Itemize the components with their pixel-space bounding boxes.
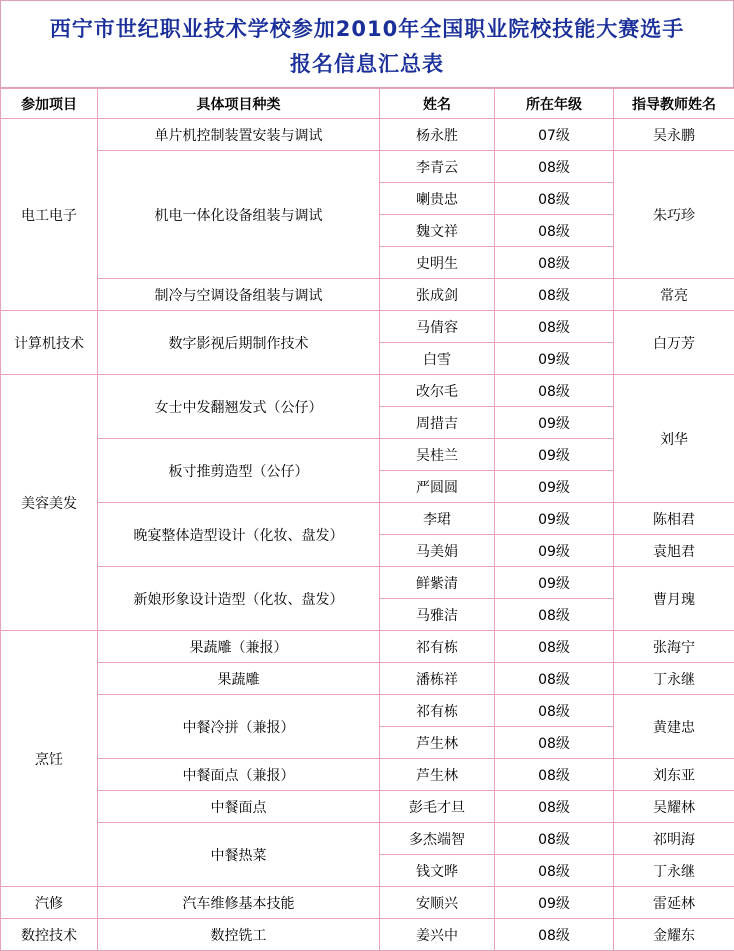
name-cell: 史明生: [380, 247, 495, 279]
grade-cell: 09级: [495, 567, 614, 599]
table-row: [1, 759, 734, 791]
grade-cell: 08级: [495, 663, 614, 695]
table-row: [1, 279, 734, 311]
teacher-cell: 丁永继: [614, 855, 734, 887]
project-cell: 中餐面点: [98, 791, 380, 823]
name-cell: 严圆圆: [380, 471, 495, 503]
grade-cell: 08级: [495, 759, 614, 791]
header-category: 参加项目: [1, 89, 98, 119]
table-row: [1, 919, 734, 951]
category-cell: 美容美发: [1, 375, 98, 631]
header-grade: 所在年级: [495, 89, 614, 119]
name-cell: 魏文祥: [380, 215, 495, 247]
grade-cell: 09级: [495, 535, 614, 567]
name-cell: 杨永胜: [380, 119, 495, 151]
name-cell: 吴桂兰: [380, 439, 495, 471]
header-row: [1, 89, 734, 119]
grade-cell: 08级: [495, 599, 614, 631]
name-cell: 芦生林: [380, 727, 495, 759]
teacher-cell: 雷延林: [614, 887, 734, 919]
grade-cell: 08级: [495, 791, 614, 823]
grade-cell: 08级: [495, 151, 614, 183]
project-cell: 板寸推剪造型（公仔）: [98, 439, 380, 503]
name-cell: 马倩容: [380, 311, 495, 343]
table-row: [1, 567, 734, 599]
project-cell: 新娘形象设计造型（化妆、盘发）: [98, 567, 380, 631]
grade-cell: 08级: [495, 823, 614, 855]
grade-cell: 09级: [495, 343, 614, 375]
registration-table: [0, 88, 734, 951]
name-cell: 改尔毛: [380, 375, 495, 407]
teacher-cell: 张海宁: [614, 631, 734, 663]
grade-cell: 08级: [495, 279, 614, 311]
teacher-cell: 陈相君: [614, 503, 734, 535]
category-cell: 计算机技术: [1, 311, 98, 375]
table-row: [1, 791, 734, 823]
name-cell: 喇贵忠: [380, 183, 495, 215]
name-cell: 张成剑: [380, 279, 495, 311]
name-cell: 姜兴中: [380, 919, 495, 951]
table-row: [1, 151, 734, 183]
project-cell: 中餐冷拼（兼报）: [98, 695, 380, 759]
table-row: [1, 887, 734, 919]
project-cell: 制冷与空调设备组装与调试: [98, 279, 380, 311]
name-cell: 鲜紫清: [380, 567, 495, 599]
project-cell: 中餐面点（兼报）: [98, 759, 380, 791]
grade-cell: 09级: [495, 887, 614, 919]
teacher-cell: 常亮: [614, 279, 734, 311]
name-cell: 祁有栋: [380, 695, 495, 727]
header-teacher: 指导教师姓名: [614, 89, 734, 119]
table-row: [1, 503, 734, 535]
name-cell: 李珺: [380, 503, 495, 535]
grade-cell: 08级: [495, 183, 614, 215]
project-cell: 果蔬雕: [98, 663, 380, 695]
category-cell: 汽修: [1, 887, 98, 919]
grade-cell: 09级: [495, 439, 614, 471]
category-cell: 烹饪: [1, 631, 98, 887]
grade-cell: 08级: [495, 855, 614, 887]
category-cell: 电工电子: [1, 119, 98, 311]
grade-cell: 09级: [495, 407, 614, 439]
teacher-cell: 袁旭君: [614, 535, 734, 567]
category-cell: 数控技术: [1, 919, 98, 951]
teacher-cell: 曹月瑰: [614, 567, 734, 631]
name-cell: 钱文晔: [380, 855, 495, 887]
grade-cell: 08级: [495, 247, 614, 279]
teacher-cell: 金耀东: [614, 919, 734, 951]
table-title: [0, 0, 734, 88]
project-cell: 汽车维修基本技能: [98, 887, 380, 919]
table-row: [1, 695, 734, 727]
table-row: [1, 311, 734, 343]
name-cell: 马雅洁: [380, 599, 495, 631]
name-cell: 马美娟: [380, 535, 495, 567]
grade-cell: 08级: [495, 375, 614, 407]
name-cell: 彭毛才旦: [380, 791, 495, 823]
name-cell: 多杰端智: [380, 823, 495, 855]
teacher-cell: 朱巧珍: [614, 151, 734, 279]
project-cell: 数控铣工: [98, 919, 380, 951]
grade-cell: 09级: [495, 471, 614, 503]
grade-cell: 08级: [495, 919, 614, 951]
name-cell: 芦生林: [380, 759, 495, 791]
title-line-2: 报名信息汇总表: [1, 48, 733, 78]
project-cell: 果蔬雕（兼报）: [98, 631, 380, 663]
name-cell: 白雪: [380, 343, 495, 375]
grade-cell: 08级: [495, 727, 614, 759]
project-cell: 单片机控制装置安装与调试: [98, 119, 380, 151]
teacher-cell: 白万芳: [614, 311, 734, 375]
table-row: [1, 119, 734, 151]
table-row: [1, 823, 734, 855]
grade-cell: 07级: [495, 119, 614, 151]
project-cell: 晚宴整体造型设计（化妆、盘发）: [98, 503, 380, 567]
grade-cell: 08级: [495, 311, 614, 343]
teacher-cell: 祁明海: [614, 823, 734, 855]
table-row: [1, 663, 734, 695]
teacher-cell: 刘华: [614, 375, 734, 503]
name-cell: 周措吉: [380, 407, 495, 439]
name-cell: 李青云: [380, 151, 495, 183]
project-cell: 中餐热菜: [98, 823, 380, 887]
grade-cell: 08级: [495, 695, 614, 727]
name-cell: 安顺兴: [380, 887, 495, 919]
teacher-cell: 黄建忠: [614, 695, 734, 759]
table-row: [1, 631, 734, 663]
table-row: [1, 375, 734, 407]
teacher-cell: 吴耀林: [614, 791, 734, 823]
title-line-1: 西宁市世纪职业技术学校参加2010年全国职业院校技能大赛选手: [1, 13, 733, 43]
header-project: 具体项目种类: [98, 89, 380, 119]
header-name: 姓名: [380, 89, 495, 119]
project-cell: 数字影视后期制作技术: [98, 311, 380, 375]
teacher-cell: 丁永继: [614, 663, 734, 695]
project-cell: 机电一体化设备组装与调试: [98, 151, 380, 279]
teacher-cell: 刘东亚: [614, 759, 734, 791]
grade-cell: 08级: [495, 631, 614, 663]
grade-cell: 08级: [495, 215, 614, 247]
name-cell: 祁有栋: [380, 631, 495, 663]
grade-cell: 09级: [495, 503, 614, 535]
teacher-cell: 吴永鹏: [614, 119, 734, 151]
project-cell: 女士中发翻翘发式（公仔）: [98, 375, 380, 439]
name-cell: 潘栋祥: [380, 663, 495, 695]
